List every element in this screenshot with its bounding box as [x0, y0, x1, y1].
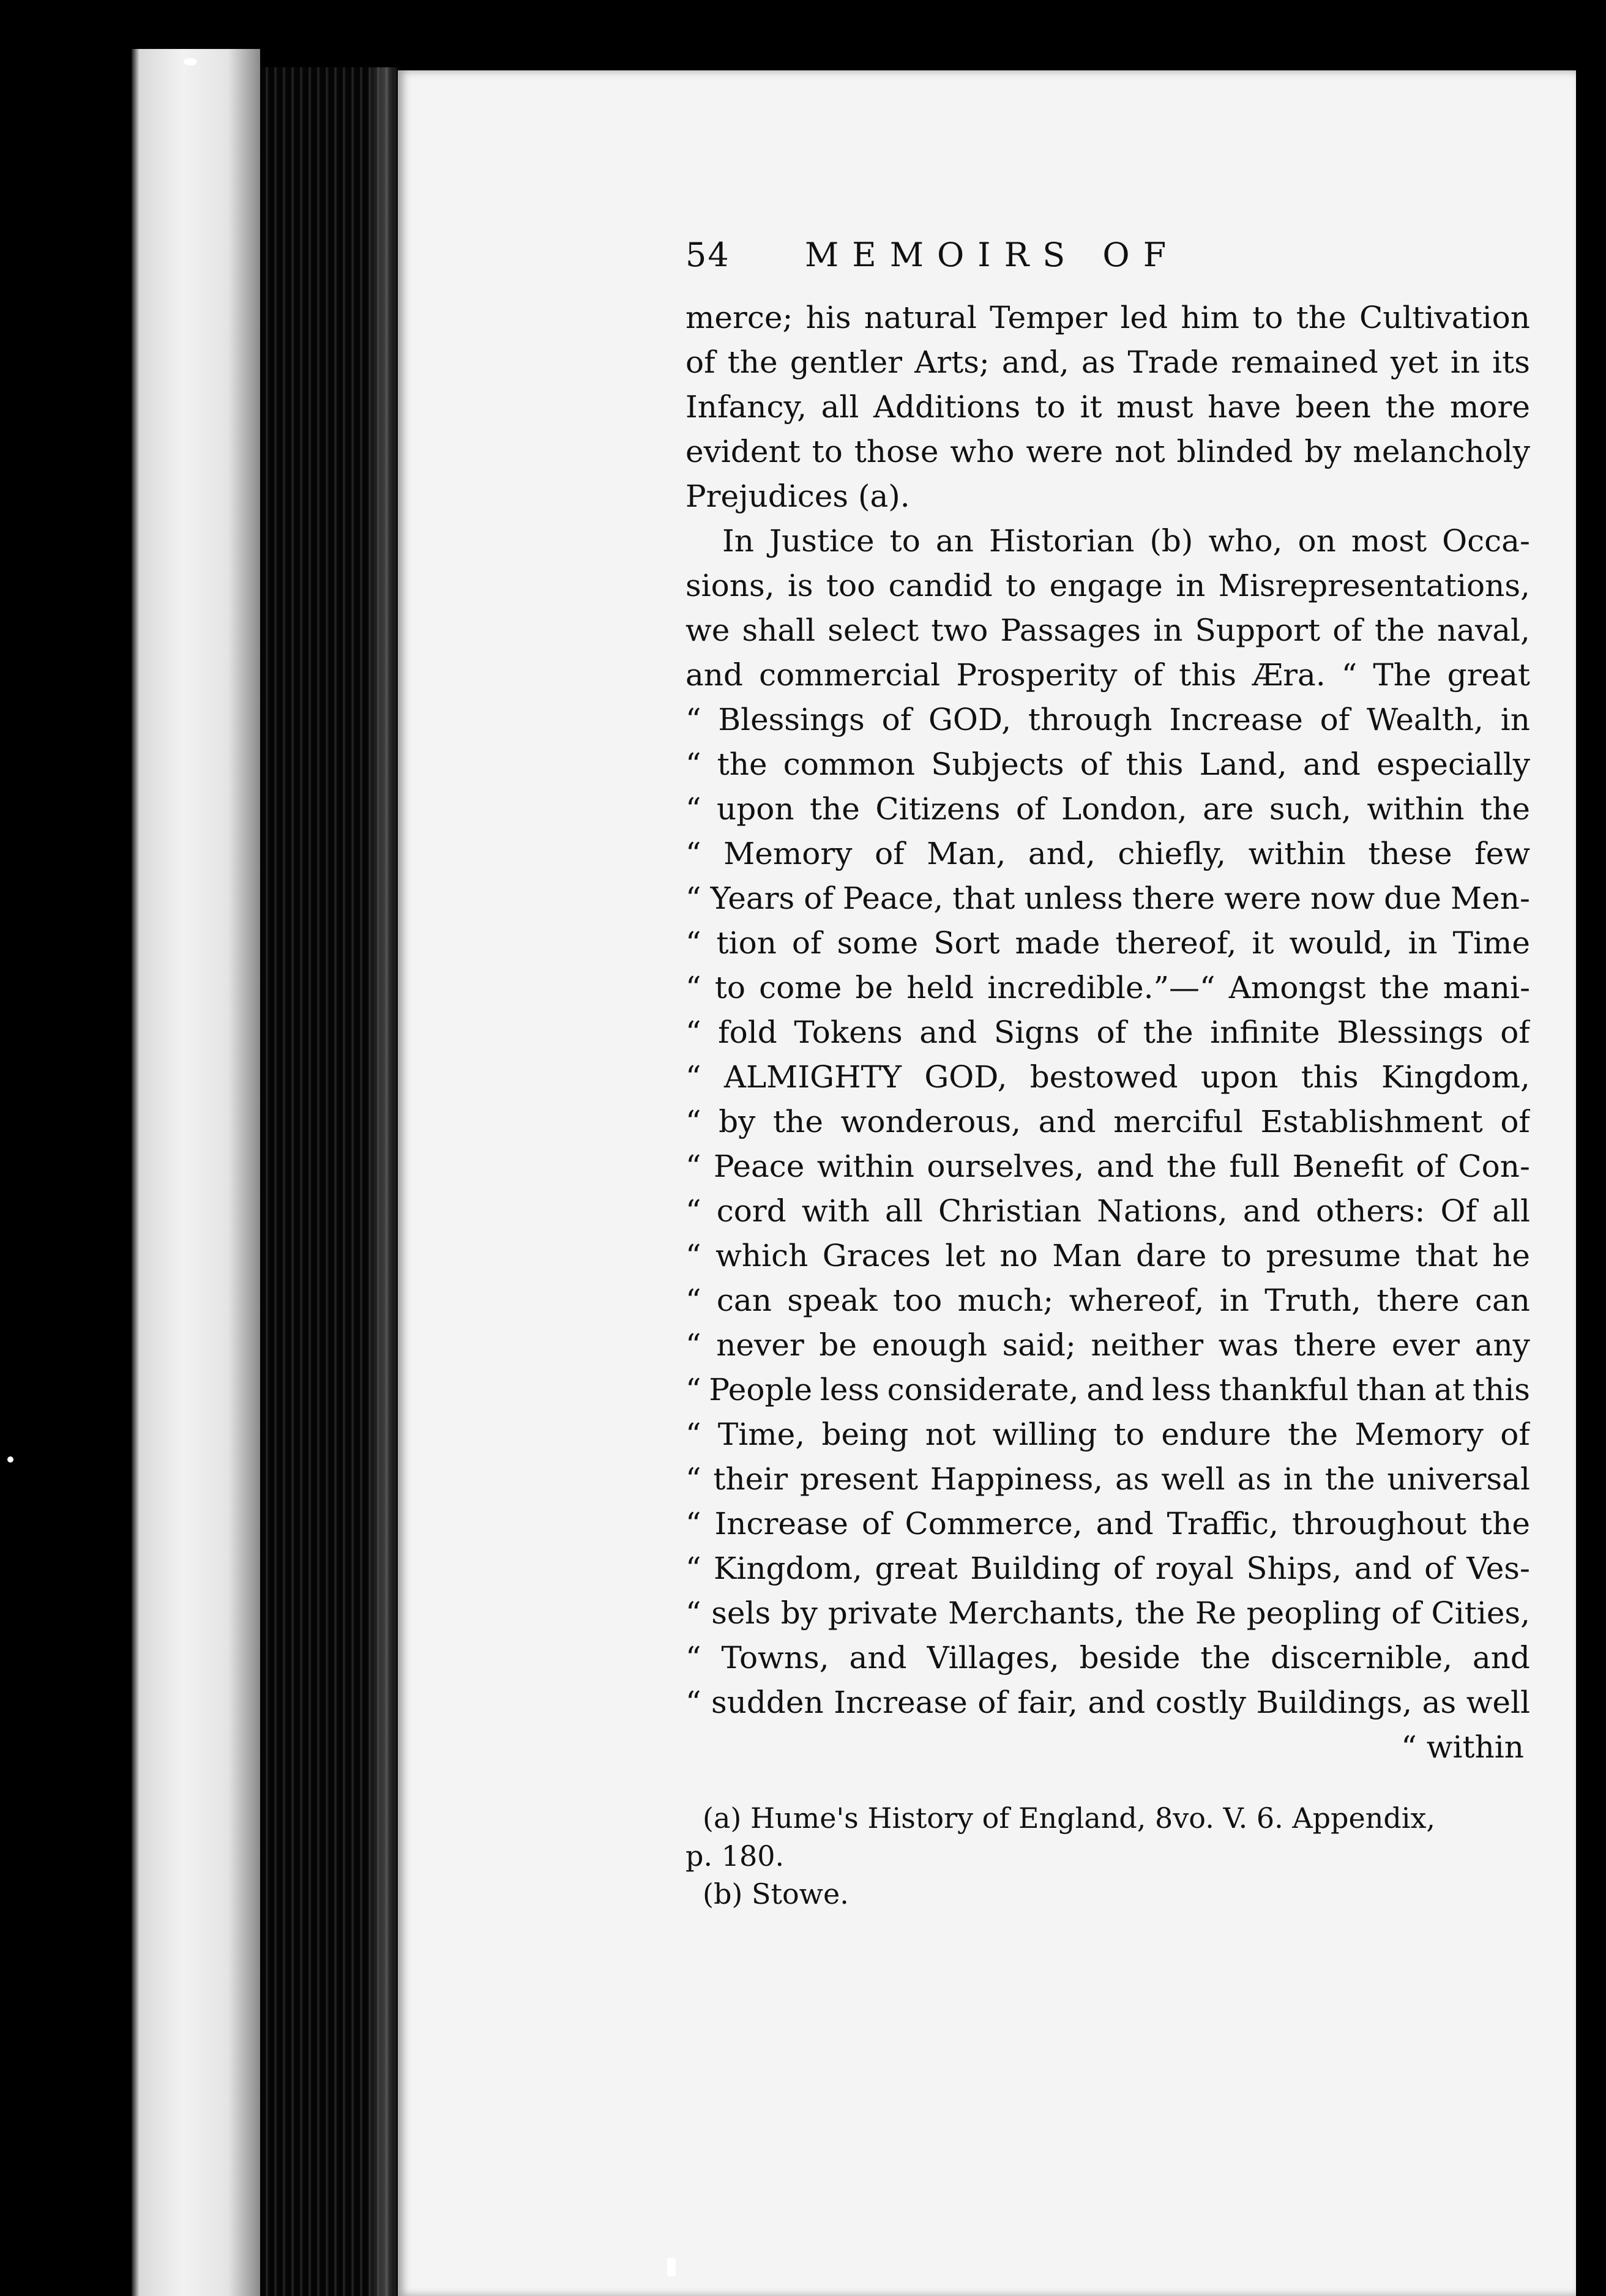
- body-line: “ Kingdom, great Building of royal Ships, and of Ves-: [685, 1551, 1530, 1586]
- body-line: “ never be enough said; neither was there ever any: [685, 1327, 1530, 1363]
- body-line: “ Memory of Man, and, chiefly, within these few: [685, 836, 1530, 871]
- body-line: Infancy, all Additions to it must have been the more: [685, 389, 1530, 425]
- body-line: Prejudices (a).: [685, 479, 910, 514]
- body-line: “ Increase of Commerce, and Traffic, throughout the: [685, 1506, 1530, 1541]
- body-line: “ ALMIGHTY GOD, bestowed upon this Kingdom,: [685, 1059, 1530, 1095]
- body-line: “ cord with all Christian Nations, and others: Of all: [685, 1193, 1530, 1229]
- catchword-text: “ within: [1401, 1729, 1524, 1765]
- footnote-b: (b) Stowe.: [703, 1877, 849, 1910]
- body-line: sions, is too candid to engage in Misrepresentations,: [685, 568, 1530, 603]
- body-line: “ sels by private Merchants, the Re peopling of Cities,: [685, 1595, 1530, 1631]
- scan-speck: [7, 1456, 13, 1463]
- running-head-title: MEMOIRS OF: [805, 236, 1180, 274]
- body-line: “ Peace within ourselves, and the full Benefit of Con-: [685, 1149, 1530, 1184]
- page-text: [685, 236, 1530, 1913]
- body-line: “ the common Subjects of this Land, and especially: [685, 747, 1530, 782]
- scan-speck: [184, 58, 197, 65]
- body-line: “ by the wonderous, and merciful Establishment of: [685, 1104, 1530, 1139]
- body-line: “ can speak too much; whereof, in Truth, there can: [685, 1283, 1530, 1318]
- body-line: In Justice to an Historian (b) who, on most Occa-: [722, 523, 1530, 559]
- footnote-a: (a) Hume's History of England, 8vo. V. 6. Appendix,: [703, 1802, 1436, 1835]
- body-line: merce; his natural Temper led him to the Cultivation: [685, 300, 1530, 335]
- body-line: we shall select two Passages in Support of the naval,: [685, 613, 1530, 648]
- running-head: [685, 236, 1530, 291]
- body-line: “ tion of some Sort made thereof, it would, in Time: [685, 925, 1530, 961]
- body-line: and commercial Prosperity of this Æra. “ The great: [685, 657, 1530, 693]
- book-spine: [132, 49, 260, 2296]
- body-line: “ their present Happiness, as well as in the universal: [685, 1461, 1530, 1497]
- body-line: “ sudden Increase of fair, and costly Buildings, as well: [685, 1685, 1530, 1720]
- scan-border: [1576, 0, 1606, 2296]
- body-line: “ to come be held incredible.”—“ Amongst the mani-: [685, 970, 1530, 1005]
- body-line: “ Years of Peace, that unless there were now due Men-: [685, 881, 1530, 916]
- body-line: “ Time, being not willing to endure the Memory of: [685, 1417, 1530, 1452]
- body-line: “ upon the Citizens of London, are such, within the: [685, 791, 1530, 827]
- page-edge-shading: [367, 67, 398, 2296]
- footnote-a-continued: p. 180.: [685, 1839, 785, 1873]
- scan-speck: [667, 2258, 676, 2276]
- body-line: of the gentler Arts; and, as Trade remained yet in its: [685, 345, 1530, 380]
- body-line: “ Blessings of GOD, through Increase of Wealth, in: [685, 702, 1530, 737]
- body-line: “ People less considerate, and less thankful than at this: [685, 1372, 1530, 1407]
- body-line: “ fold Tokens and Signs of the infinite Blessings of: [685, 1015, 1530, 1050]
- page-number: 54: [685, 236, 730, 274]
- body-line: “ Towns, and Villages, beside the discernible, and: [685, 1640, 1530, 1675]
- footnotes: [685, 1799, 1530, 1913]
- catchword: [685, 1725, 1530, 1770]
- body-line: evident to those who were not blinded by melancholy: [685, 434, 1530, 469]
- body-line: “ which Graces let no Man dare to presume that he: [685, 1238, 1530, 1273]
- body-text: [685, 296, 1530, 1725]
